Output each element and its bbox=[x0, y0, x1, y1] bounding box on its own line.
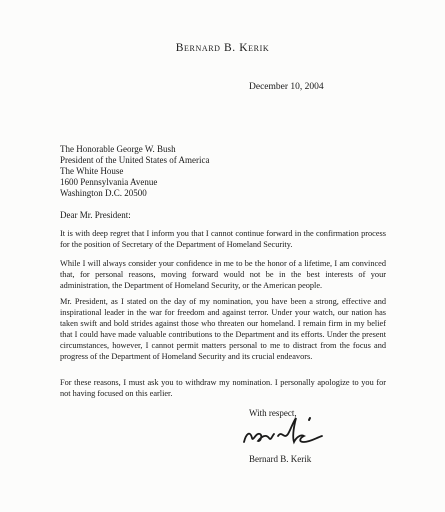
body-paragraph-3: Mr. President, as I stated on the day of my nomination, you have been a strong, effective and inspirational leader in the war for freedom and against terror. Under your watch, our nation has taken swift and bold strides against those who threaten our homeland. I remain firm in my belief that I could have made valuable contributions to the Department and its efforts. Under the present circumstances, however, I cannot permit matters personal to me to distract from the focus and progress of the Department of Homeland Security and its crucial endeavors. bbox=[60, 297, 386, 361]
closing: With respect, bbox=[249, 408, 297, 418]
salutation: Dear Mr. President: bbox=[60, 210, 131, 220]
handwritten-signature bbox=[238, 414, 328, 450]
recipient-line: President of the United States of America bbox=[60, 155, 210, 165]
recipient-line: 1600 Pennsylvania Avenue bbox=[60, 177, 158, 187]
recipient-address bbox=[60, 144, 209, 199]
letterhead-name: Bernard B. Kerik bbox=[175, 42, 270, 54]
recipient-line: Washington D.C. 20500 bbox=[60, 188, 147, 198]
recipient-line: The White House bbox=[60, 166, 124, 176]
body-paragraph-2: While I will always consider your confidence in me to be the honor of a lifetime, I am convinced that, for personal reasons, moving forward would not be in the best interests of your administration, the Department of Homeland Security, or the American people. bbox=[60, 259, 386, 290]
recipient-line: The Honorable George W. Bush bbox=[60, 144, 176, 154]
body-paragraph-1: It is with deep regret that I inform you that I cannot continue forward in the confirmation process for the position of Secretary of the Department of Homeland Security. bbox=[60, 229, 386, 249]
letter-date: December 10, 2004 bbox=[249, 82, 324, 92]
signer-name: Bernard B. Kerik bbox=[249, 454, 312, 464]
body-paragraph-4: For these reasons, I must ask you to withdraw my nomination. I personally apologize to you for not having focused on this earlier. bbox=[60, 378, 386, 398]
